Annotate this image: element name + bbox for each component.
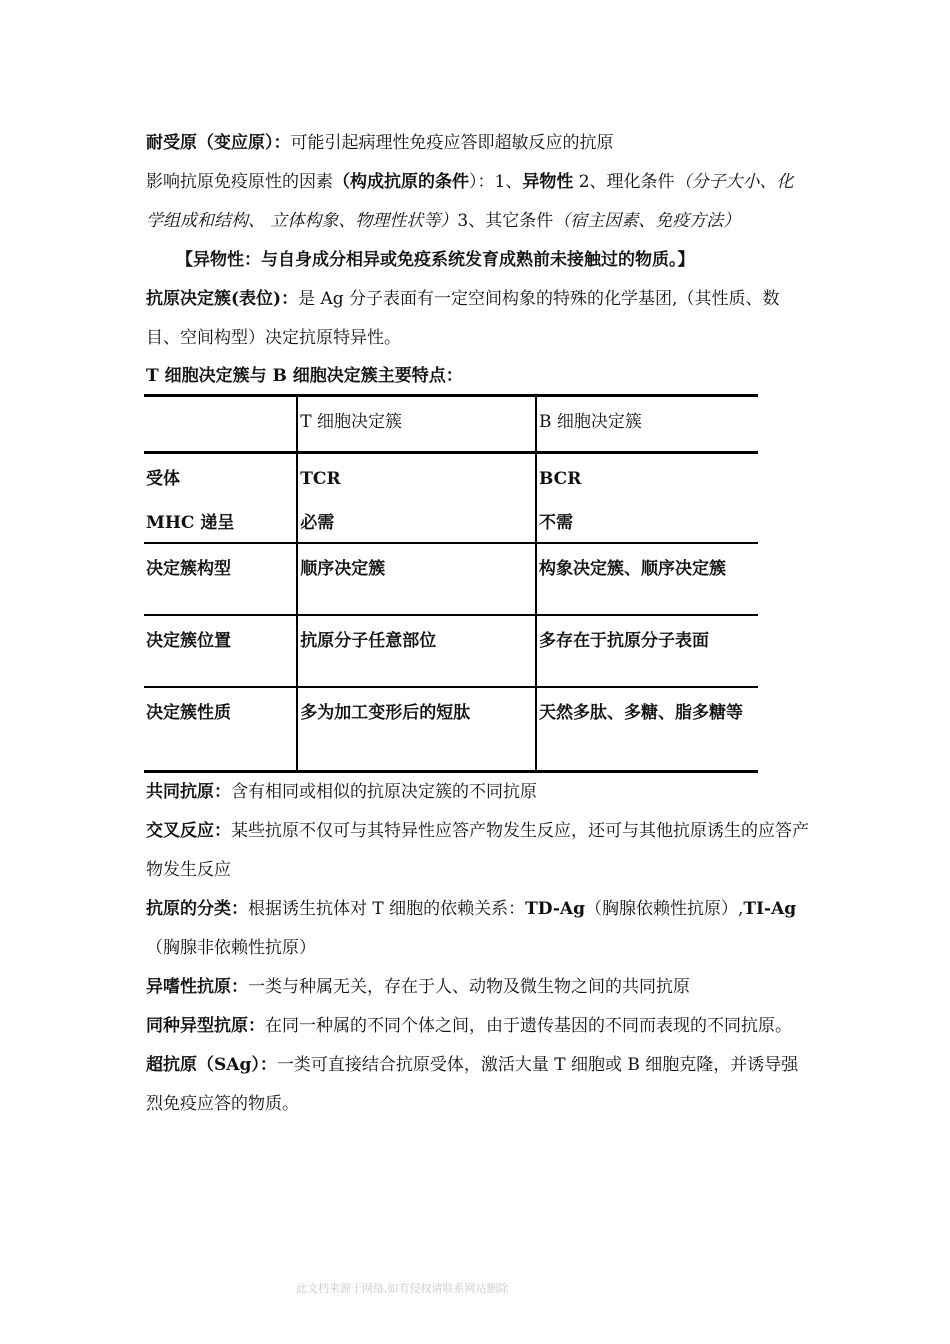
term-ti-ag: TI-Ag — [743, 899, 797, 919]
term-separator: ： — [214, 782, 231, 802]
paragraph-heterophile-antigen — [146, 968, 810, 1007]
table-cell: 顺序决定簇 — [297, 543, 536, 615]
text-colon-one: ）：1、 — [469, 172, 523, 192]
paragraph-tolerogen — [146, 124, 810, 163]
definition-tolerogen: 可能引起病理性免疫应答即超敏反应的抗原 — [290, 133, 614, 153]
footer-watermark: 此文档来源于网络,如有侵权请联系网站删除 — [296, 1282, 509, 1295]
epitope-comparison-table — [144, 394, 758, 773]
table-cell: 决定簇性质 — [144, 687, 297, 772]
table-row — [144, 498, 758, 543]
table-cell: 受体 — [146, 469, 180, 489]
text-foreignness: 异物性 — [522, 172, 574, 192]
term-separator: ： — [248, 1016, 265, 1036]
text-other-conditions: 3、其它条件 — [457, 211, 554, 231]
text-td-ag-desc: （胸腺依赖性抗原）, — [585, 899, 744, 919]
term-heterophile-antigen: 异嗜性抗原 — [146, 977, 231, 997]
term-separator: ： — [231, 977, 248, 997]
table-header-cell: B 细胞决定簇 — [536, 396, 758, 453]
document-page — [146, 124, 810, 1124]
term-tolerogen: 耐受原（变应原） — [146, 133, 274, 153]
table-cell: 抗原分子任意部位 — [297, 615, 536, 687]
table-row — [144, 543, 758, 615]
term-td-ag: TD-Ag — [525, 899, 585, 919]
term-superantigen: 超抗原（SAg） — [146, 1055, 260, 1075]
definition-superantigen: 一类可直接结合抗原受体，激活大量 T 细胞或 B 细胞克隆，并诱导强烈免疫应答的物质。 — [146, 1055, 799, 1114]
table-cell: MHC 递呈 — [144, 498, 297, 543]
table-header-cell — [144, 396, 297, 453]
table-header-row — [144, 396, 758, 453]
table-cell: 多存在于抗原分子表面 — [536, 615, 758, 687]
definition-heterophile-antigen: 一类与种属无关，存在于人、动物及微生物之间的共同抗原 — [248, 977, 690, 997]
table-cell: BCR — [536, 453, 758, 499]
term-alloantigen: 同种异型抗原 — [146, 1016, 248, 1036]
table-cell: 必需 — [297, 498, 536, 543]
text-ti-ag-desc: （胸腺非依赖性抗原） — [146, 938, 316, 958]
table-header-cell: T 细胞决定簇 — [297, 396, 536, 453]
table-caption: T 细胞决定簇与 B 细胞决定簇主要特点： — [146, 366, 463, 386]
text-factors-intro: 影响抗原免疫原性的因素 — [146, 172, 333, 192]
term-antigen-classification: 抗原的分类 — [146, 899, 231, 919]
table-cell: TCR — [297, 453, 536, 499]
table-row — [144, 453, 758, 499]
term-common-antigen: 共同抗原 — [146, 782, 214, 802]
table-row — [144, 687, 758, 772]
text-other-detail: （宿主因素、免疫方法） — [553, 211, 741, 231]
table-row — [144, 615, 758, 687]
table-cell: 多为加工变形后的短肽 — [297, 687, 536, 772]
text-classification-basis: 根据诱生抗体对 T 细胞的依赖关系： — [248, 899, 526, 919]
paragraph-alloantigen — [146, 1007, 810, 1046]
table-cell: 天然多肽、多糖、脂多糖等 — [536, 687, 758, 772]
paragraph-common-antigen — [146, 773, 810, 812]
term-separator: ： — [231, 899, 248, 919]
table-cell: 不需 — [536, 498, 758, 543]
term-epitope: 抗原决定簇(表位) — [146, 289, 282, 309]
text-physchem-detail: （分子大小、化学组成和结构、 立体构象、物理性状等） — [146, 172, 794, 231]
definition-alloantigen: 在同一种属的不同个体之间，由于遗传基因的不同而表现的不同抗原。 — [265, 1016, 792, 1036]
paragraph-superantigen — [146, 1046, 810, 1124]
paragraph-immunogenicity-factors — [146, 163, 810, 241]
term-separator: ： — [273, 133, 291, 153]
text-physchem: 2、理化条件 — [573, 172, 675, 192]
paragraph-foreignness-note: 【异物性：与自身成分相异或免疫系统发育成熟前未接触过的物质。】 — [176, 250, 695, 270]
definition-cross-reaction: 某些抗原不仅可与其特异性应答产物发生反应，还可与其他抗原诱生的应答产物发生反应 — [146, 821, 809, 880]
paragraph-cross-reaction — [146, 812, 810, 890]
definition-common-antigen: 含有相同或相似的抗原决定簇的不同抗原 — [231, 782, 537, 802]
term-separator: ： — [281, 289, 299, 309]
table-cell: 构象决定簇、顺序决定簇 — [536, 543, 758, 615]
term-separator: ： — [214, 821, 231, 841]
term-separator: ： — [259, 1055, 277, 1075]
term-cross-reaction: 交叉反应 — [146, 821, 214, 841]
text-antigen-conditions: （构成抗原的条件 — [333, 172, 469, 192]
paragraph-antigen-classification — [146, 890, 810, 968]
definition-epitope: 是 Ag 分子表面有一定空间构象的特殊的化学基团,（其性质、数目、空间构型）决定抗原特异性。 — [146, 289, 780, 348]
table-cell: 决定簇构型 — [144, 543, 297, 615]
paragraph-epitope — [146, 280, 810, 358]
table-cell: 决定簇位置 — [144, 615, 297, 687]
